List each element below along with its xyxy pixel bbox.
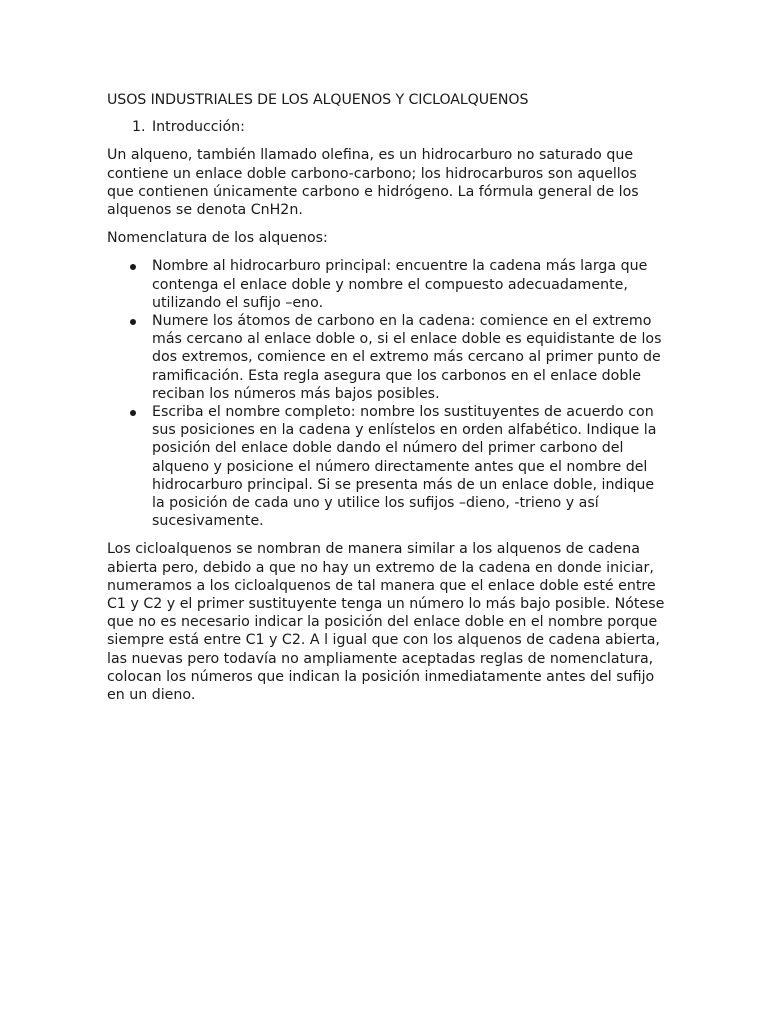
bullet-icon — [130, 319, 136, 325]
cycloalkene-paragraph: Los cicloalquenos se nombran de manera similar a los alquenos de cadena abierta pero, debido a que no hay un extremo de la cadena en donde iniciar, numeramos a los cicloalquenos de tal manera que el enlace doble esté entre C1 y C2 y el primer sustituyente tenga un número lo más bajo posible. Nótese que no es necesario indicar la posición del enlace doble en el nombre porque siempre está entre C1 y C2. A l igual que con los alquenos de cadena abierta, las nuevas pero todavía no ampliamente aceptadas reglas de nomenclatura, colocan los números que indican la posición inmediatamente antes del sufijo en un dieno. — [107, 541, 665, 704]
rule-item — [107, 312, 667, 403]
rule-text: Nombre al hidrocarburo principal: encuentre la cadena más larga que contenga el enlace doble y nombre el compuesto adecuadamente, utilizando el sufijo –eno. — [152, 258, 648, 311]
section-label: Introducción: — [152, 119, 245, 136]
rule-item — [107, 403, 667, 530]
nomenclature-heading: Nomenclatura de los alquenos: — [107, 230, 328, 247]
document-title: USOS INDUSTRIALES DE LOS ALQUENOS Y CICLOALQUENOS — [107, 92, 529, 108]
nomenclature-rules-list — [107, 257, 667, 530]
section-list — [107, 118, 667, 136]
bullet-icon — [130, 264, 136, 270]
bullet-icon — [130, 410, 136, 416]
document-body — [107, 91, 667, 714]
rule-text: Escriba el nombre completo: nombre los sustituyentes de acuerdo con sus posiciones en la cadena y enlístelos en orden alfabético. Indique la posición del enlace doble dando el número del primer carbono del alqueno y posicione el número directamente antes que el nombre del hidrocarburo principal. Si se presenta más de un enlace doble, indique la posición de cada uno y utilice los sufijos –dieno, -trieno y así sucesivamente. — [152, 404, 657, 530]
section-item-introduction — [107, 118, 667, 136]
intro-paragraph: Un alqueno, también llamado olefina, es un hidrocarburo no saturado que contiene un enlace doble carbono-carbono; los hidrocarburos son aquellos que contienen únicamente carbono e hidrógeno. La fórmula general de los alquenos se denota CnH2n. — [107, 147, 639, 219]
rule-item — [107, 257, 667, 312]
rule-text: Numere los átomos de carbono en la cadena: comience en el extremo más cercano al enlace doble o, si el enlace doble es equidistante de los dos extremos, comience en el extremo más cercano al primer punto de ramificación. Esta regla asegura que los carbonos en el enlace doble reciban los números más bajos posibles. — [152, 313, 662, 402]
section-number: 1. — [132, 119, 146, 136]
